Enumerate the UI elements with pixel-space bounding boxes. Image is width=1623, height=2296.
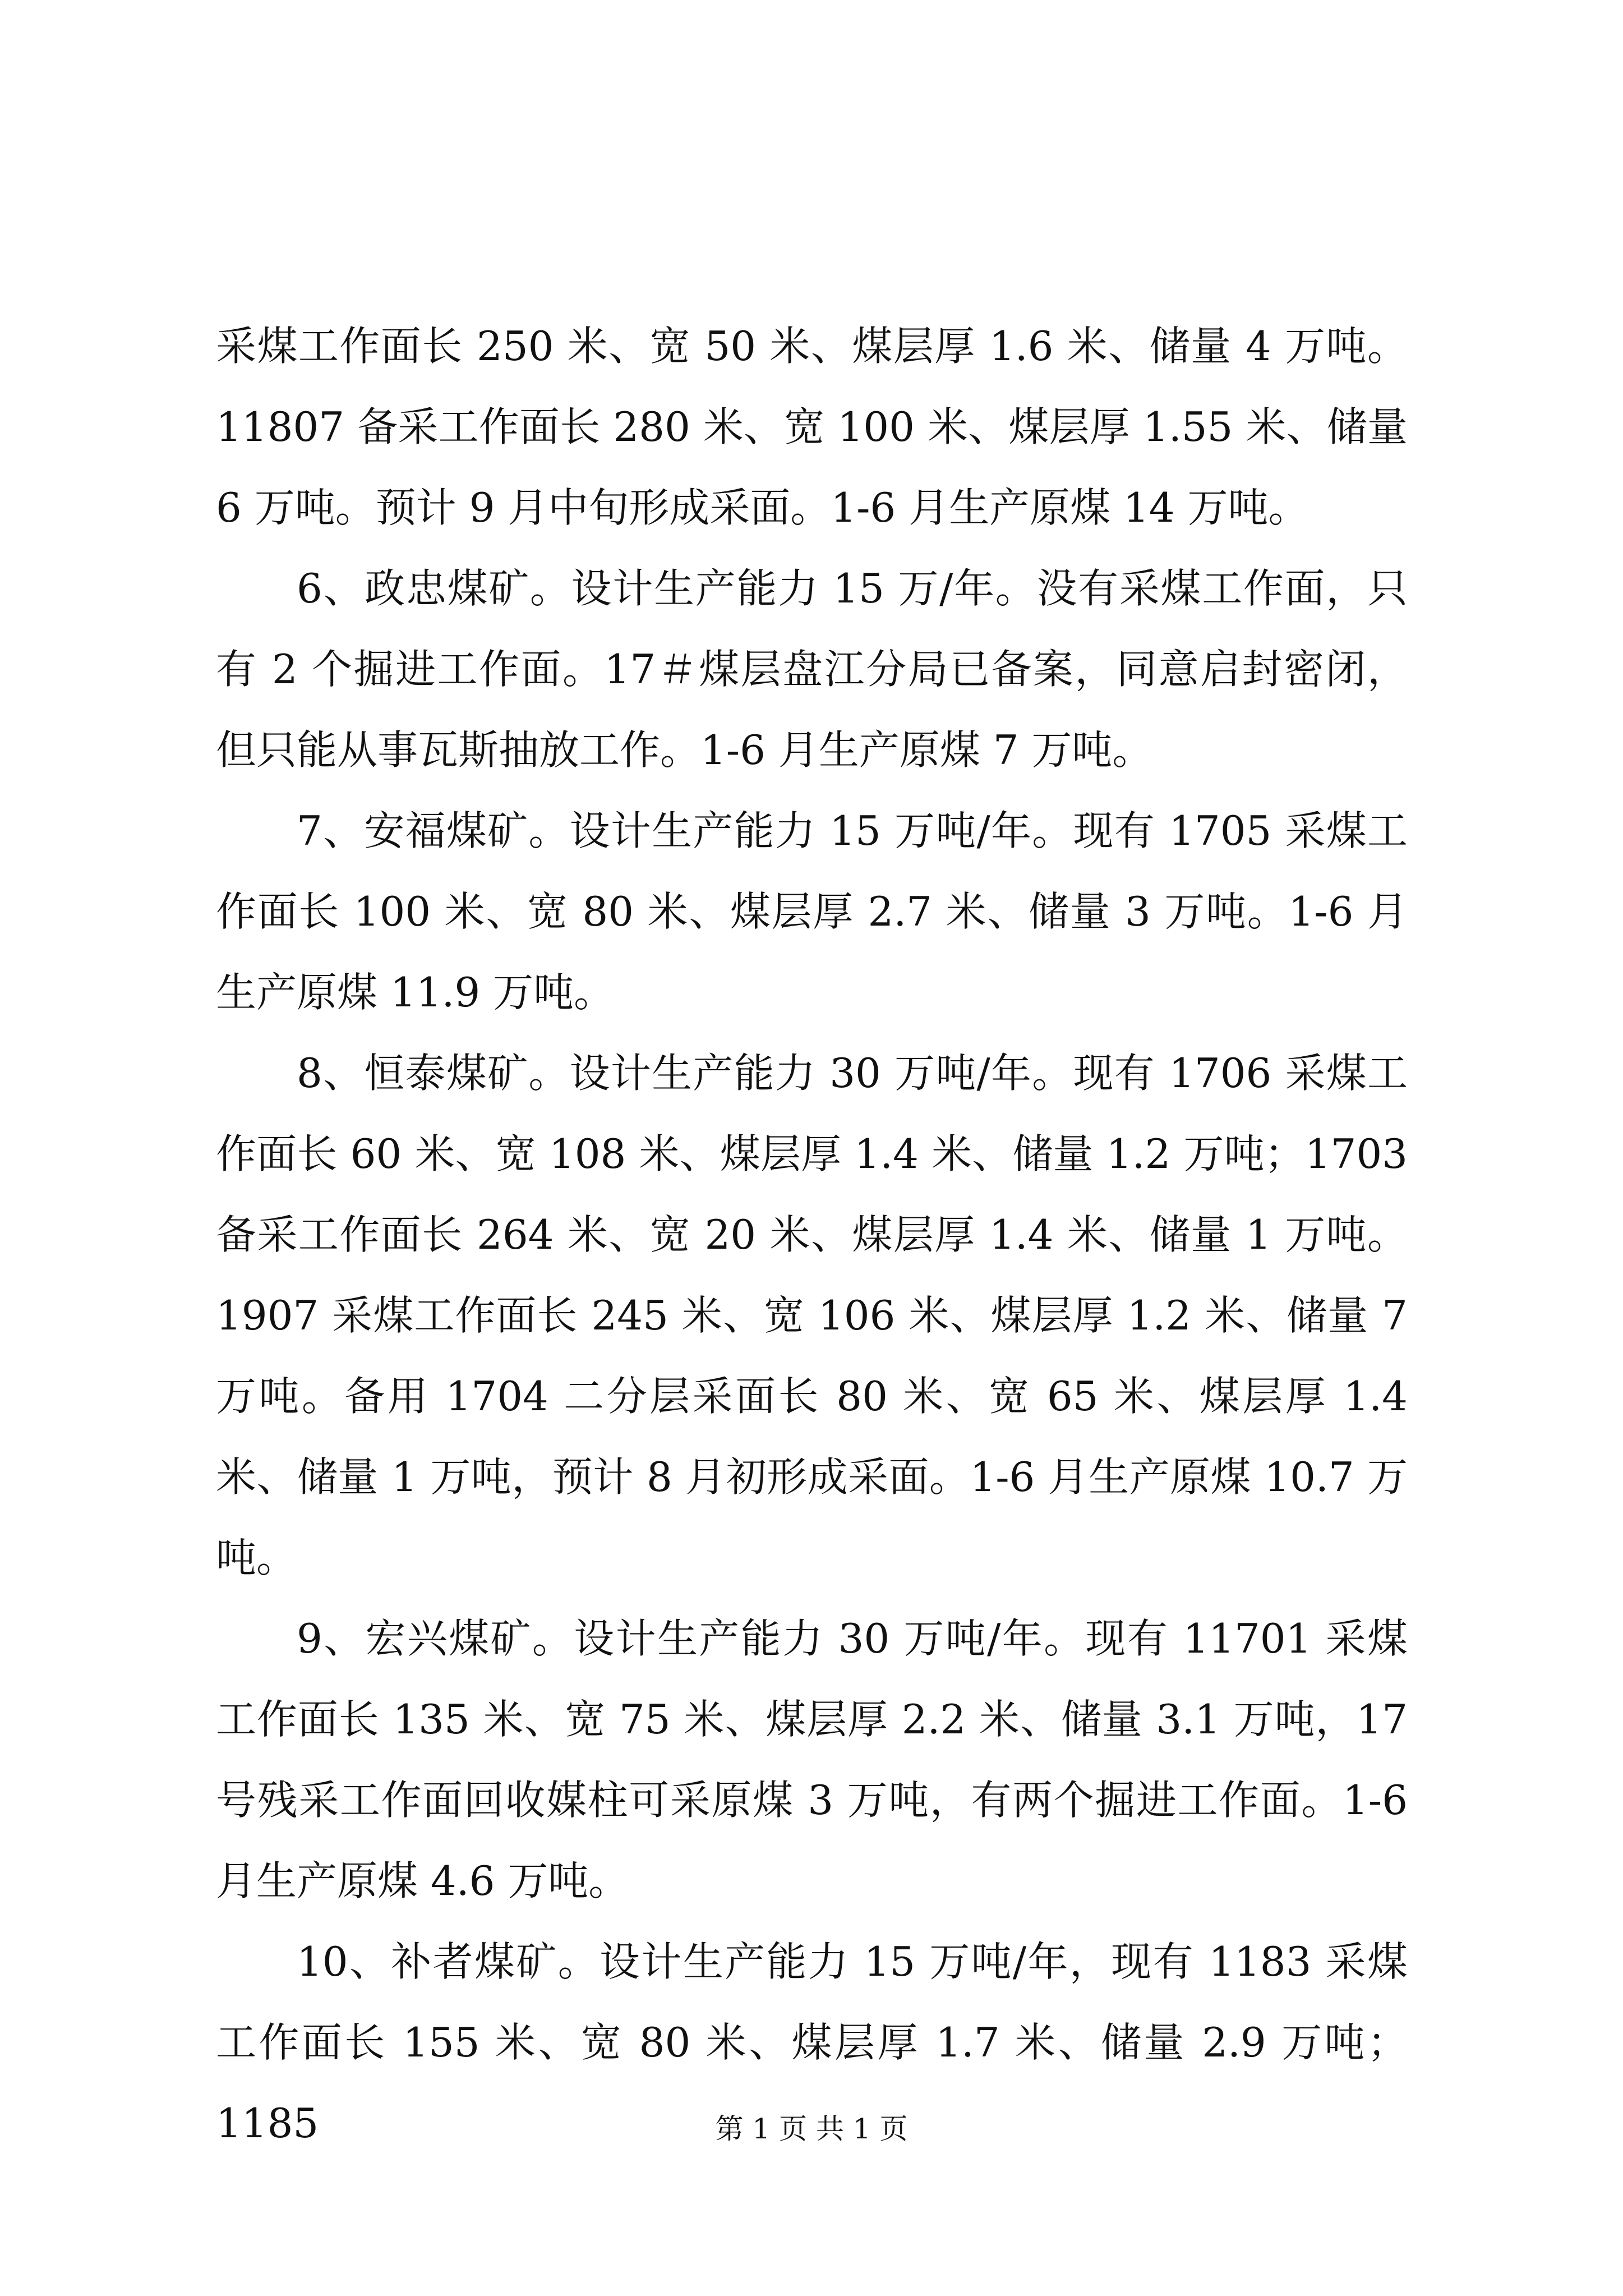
paragraph-buzhe-mine: 10、补者煤矿。设计生产能力 15 万吨/年，现有 1183 采煤工作面长 155 米、宽 80 米、煤层厚 1.7 米、储量 2.9 万吨；1185 [216, 1938, 1408, 2147]
paragraph-hongxing-mine: 9、宏兴煤矿。设计生产能力 30 万吨/年。现有 11701 采煤工作面长 135 米、宽 75 米、煤层厚 2.2 米、储量 3.1 万吨，17 号残采工作面回收媒柱可采原煤 3 万吨，有两个掘进工作面。1-6 月生产原煤 4.6 万吨。 [216, 1615, 1408, 1904]
document-body [216, 306, 1408, 2164]
paragraph-anfu-mine: 7、安福煤矿。设计生产能力 15 万吨/年。现有 1705 采煤工作面长 100 米、宽 80 米、煤层厚 2.7 米、储量 3 万吨。1-6 月生产原煤 11.9 万吨。 [216, 807, 1408, 1016]
paragraph-zhengzhong-mine: 6、政忠煤矿。设计生产能力 15 万/年。没有采煤工作面，只有 2 个掘进工作面。17＃煤层盘江分局已备案，同意启封密闭，但只能从事瓦斯抽放工作。1-6 月生产原煤 7 万吨。 [216, 565, 1408, 774]
paragraph-continued: 采煤工作面长 250 米、宽 50 米、煤层厚 1.6 米、储量 4 万吨。11807 备采工作面长 280 米、宽 100 米、煤层厚 1.55 米、储量 6 万吨。预计 9 月中旬形成采面。1-6 月生产原煤 14 万吨。 [216, 323, 1408, 531]
paragraph-hengtai-mine: 8、恒泰煤矿。设计生产能力 30 万吨/年。现有 1706 采煤工作面长 60 米、宽 108 米、煤层厚 1.4 米、储量 1.2 万吨；1703 备采工作面长 264 米、宽 20 米、煤层厚 1.4 米、储量 1 万吨。1907 采煤工作面长 245 米、宽 106 米、煤层厚 1.2 米、储量 7 万吨。备用 1704 二分层采面长 80 米、宽 65 米、煤层厚 1.4 米、储量 1 万吨，预计 8 月初形成采面。1-6 月生产原煤 10.7 万吨。 [216, 1050, 1408, 1581]
page-footer: 第 1 页 共 1 页 [715, 2113, 908, 2145]
